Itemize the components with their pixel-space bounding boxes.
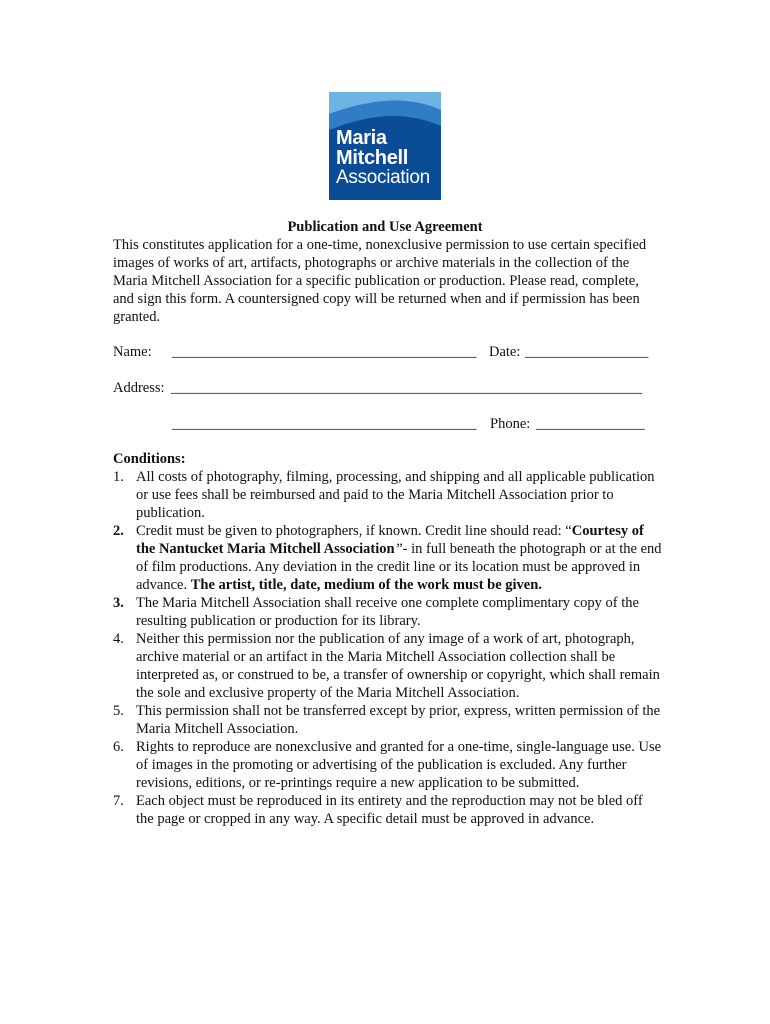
address-line2-field[interactable]: __________________________________________: [172, 416, 477, 432]
logo-text: [336, 128, 430, 188]
maria-mitchell-logo: [329, 92, 441, 200]
condition-item-6: [113, 738, 663, 792]
condition-text: Each object must be reproduced in its entirety and the reproduction may not be bled off the page or cropped in any way. A specific detail must be approved in advance.: [136, 793, 643, 827]
logo-line-maria: Maria: [336, 127, 387, 149]
credit-line-text: Courtesy of the Nantucket Maria Mitchell Association: [136, 523, 644, 557]
condition-number: 7.: [113, 793, 124, 809]
condition-text: The Maria Mitchell Association shall receive one complete complimentary copy of the resulting publication or production for its library.: [136, 595, 639, 629]
condition-emphasis: The artist, title, date, medium of the work must be given.: [190, 577, 542, 593]
logo-line-association: Association: [336, 167, 430, 188]
condition-item-5: [113, 702, 663, 738]
condition-number: 2.: [113, 523, 124, 539]
address-field[interactable]: _________________________________________________________________: [171, 380, 643, 396]
logo-line-mitchell: Mitchell: [336, 147, 409, 169]
condition-item-4: [113, 630, 663, 702]
condition-item-2: [113, 522, 663, 594]
condition-text-part2: - in full beneath the photograph or at the end of film productions. Any deviation in the credit line or its location must be approved in advance.: [136, 541, 662, 593]
document-title: Publication and Use Agreement: [287, 219, 483, 235]
condition-item-7: [113, 792, 663, 828]
condition-text: Rights to reproduce are nonexclusive and granted for a one-time, single-language use. Use of images in the promoting or advertising of the publication is excluded. Any further revisions, editions, or re-printings require a new application to be submitted.: [136, 739, 662, 791]
name-field[interactable]: __________________________________________: [172, 344, 477, 360]
credit-line-quote-close: ”: [394, 541, 403, 557]
phone-field[interactable]: _______________: [536, 416, 645, 432]
condition-item-3: [113, 594, 663, 630]
condition-text-part1: Credit must be given to photographers, if known. Credit line should read: “: [136, 523, 572, 539]
conditions-list: [113, 468, 663, 828]
condition-number: 3.: [113, 595, 124, 611]
intro-paragraph: This constitutes application for a one-time, nonexclusive permission to use certain specified images of works of art, artifacts, photographs or archive materials in the collection of the Maria Mitchell Association for a specific publication or production. Please read, complete, and sign this form. A countersigned copy will be returned when and if permission has been granted.: [113, 237, 647, 325]
condition-number: 5.: [113, 703, 124, 719]
phone-label: Phone:: [490, 416, 531, 432]
condition-number: 1.: [113, 469, 124, 485]
condition-number: 4.: [113, 631, 124, 647]
conditions-heading: Conditions:: [113, 451, 186, 467]
condition-item-1: [113, 468, 663, 522]
condition-text: This permission shall not be transferred except by prior, express, written permission of the Maria Mitchell Association.: [136, 703, 661, 737]
date-label: Date:: [489, 344, 521, 360]
condition-number: 6.: [113, 739, 124, 755]
date-field[interactable]: _________________: [525, 344, 649, 360]
address-label: Address:: [113, 380, 165, 396]
condition-text: Neither this permission nor the publication of any image of a work of art, photograph, archive material or an artifact in the Maria Mitchell Association collection shall be interpreted as, or construed to be, a transfer of ownership or copyright, which shall remain the sole and exclusive property of the Maria Mitchell Association.: [136, 631, 660, 701]
condition-text: All costs of photography, filming, processing, and shipping and all applicable publication or use fees shall be reimbursed and paid to the Maria Mitchell Association prior to publication.: [136, 469, 655, 521]
name-label: Name:: [113, 344, 152, 360]
